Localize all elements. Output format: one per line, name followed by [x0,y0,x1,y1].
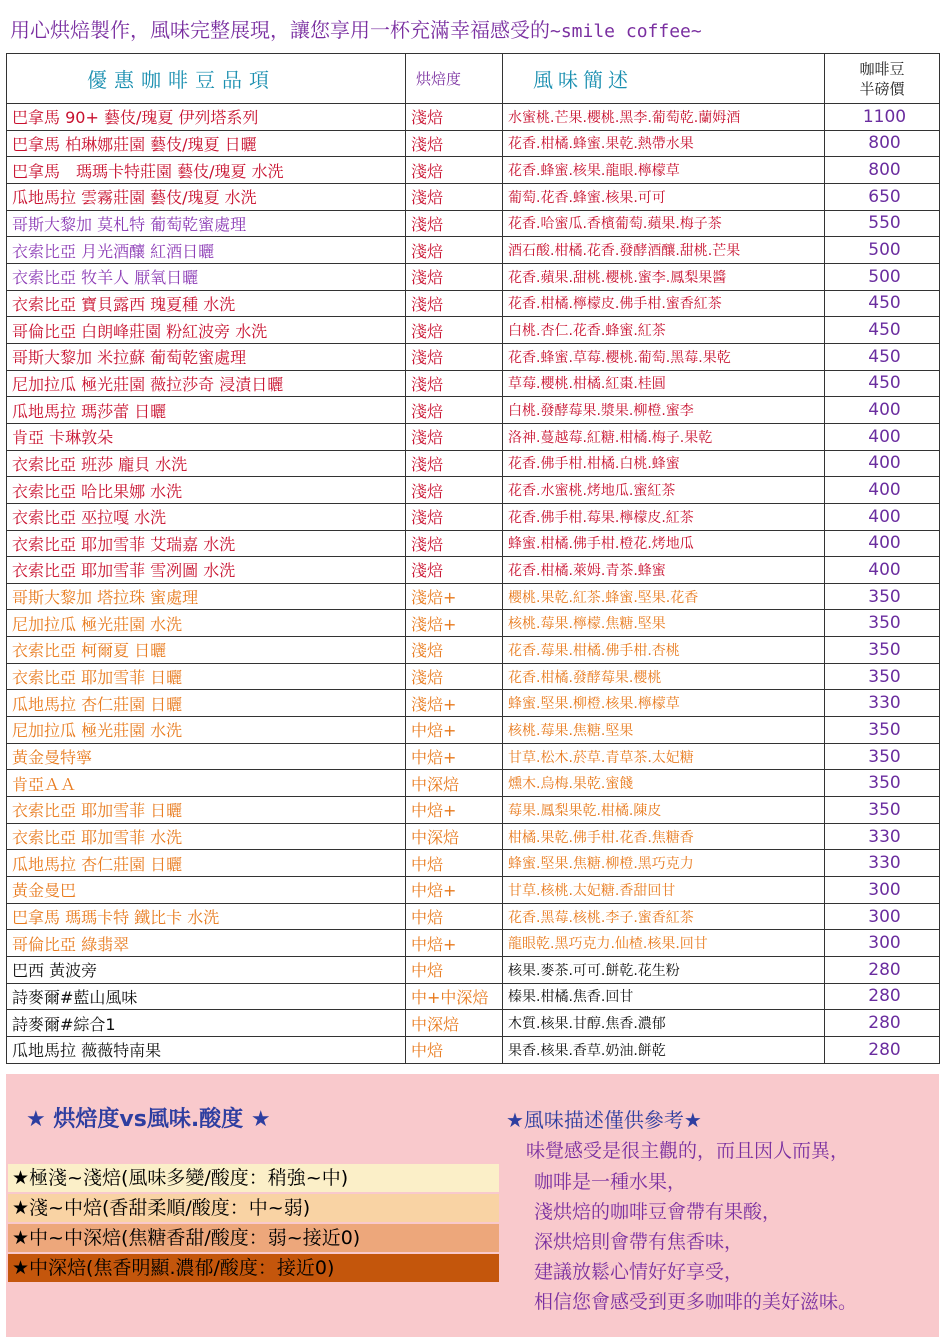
cell-roast: 中焙+ [406,877,503,904]
note-line: 建議放鬆心情好好享受， [534,1261,744,1283]
cell-price: 400 [825,557,940,584]
cell-roast: 淺焙 [406,557,503,584]
cell-price: 330 [825,850,940,877]
header-price [825,54,940,104]
table-row [7,130,940,157]
cell-flavor: 燻木.烏梅.果乾.蜜餞 [503,770,825,797]
cell-price: 350 [825,717,940,744]
cell-price: 1100 [825,104,940,131]
cell-price: 400 [825,503,940,530]
table-row [7,903,940,930]
cell-name: 巴拿馬 柏琳娜莊園 藝伎/瑰夏 日曬 [7,130,406,157]
table-row [7,610,940,637]
table-row [7,823,940,850]
cell-name: 尼加拉瓜 極光莊園 水洗 [7,610,406,637]
cell-flavor: 花香.佛手柑.柑橘.白桃.蜂蜜 [503,450,825,477]
cell-roast: 淺焙 [406,450,503,477]
header-roast: 烘焙度 [406,54,503,104]
cell-flavor: 花香.柑橘.檸檬皮.佛手柑.蜜香紅茶 [503,290,825,317]
table-row [7,370,940,397]
table-row [7,477,940,504]
cell-price: 500 [825,263,940,290]
cell-name: 衣索比亞 哈比果娜 水洗 [7,477,406,504]
cell-flavor: 洛神.蔓越莓.紅糖.柑橘.梅子.果乾 [503,423,825,450]
cell-roast: 淺焙+ [406,610,503,637]
headline-brand: ~smile coffee~ [550,21,702,42]
table-row [7,423,940,450]
cell-flavor: 水蜜桃.芒果.櫻桃.黑李.葡萄乾.蘭姆酒 [503,104,825,131]
cell-roast: 淺焙 [406,343,503,370]
table-row [7,877,940,904]
cell-roast: 中焙 [406,903,503,930]
page-headline [10,10,935,50]
cell-name: 衣索比亞 耶加雪菲 艾瑞嘉 水洗 [7,530,406,557]
header-flavor: 風味簡述 [503,54,825,104]
cell-roast: 中焙 [406,850,503,877]
cell-flavor: 花香.水蜜桃.烤地瓜.蜜紅茶 [503,477,825,504]
cell-name: 肯亞 卡琳敦朵 [7,423,406,450]
table-row [7,290,940,317]
cell-name: 尼加拉瓜 極光莊園 薇拉莎奇 浸漬日曬 [7,370,406,397]
cell-flavor: 葡萄.花香.蜂蜜.核果.可可 [503,183,825,210]
table-row [7,237,940,264]
cell-name: 哥斯大黎加 塔拉珠 蜜處理 [7,583,406,610]
table-row [7,1036,940,1063]
cell-price: 280 [825,983,940,1010]
cell-price: 450 [825,370,940,397]
cell-price: 330 [825,823,940,850]
legend-row-light: ★極淺~淺焙(風味多變/酸度：稍強~中) [8,1164,499,1192]
cell-price: 400 [825,450,940,477]
cell-name: 衣索比亞 耶加雪菲 日曬 [7,797,406,824]
cell-price: 330 [825,690,940,717]
table-row [7,957,940,984]
cell-roast: 中焙 [406,1036,503,1063]
note-line: 深烘焙則會帶有焦香味， [534,1231,744,1253]
cell-name: 黃金曼特寧 [7,743,406,770]
table-row [7,557,940,584]
cell-name: 巴拿馬 瑪瑪卡特 鐵比卡 水洗 [7,903,406,930]
table-row [7,690,940,717]
cell-flavor: 花香.哈蜜瓜.香檳葡萄.蘋果.梅子茶 [503,210,825,237]
cell-price: 500 [825,237,940,264]
cell-name: 衣索比亞 耶加雪菲 雪冽圖 水洗 [7,557,406,584]
cell-flavor: 花香.蜂蜜.草莓.櫻桃.葡萄.黑莓.果乾 [503,343,825,370]
cell-roast: 淺焙 [406,210,503,237]
cell-flavor: 蜂蜜.堅果.焦糖.柳橙.黑巧克力 [503,850,825,877]
coffee-price-table [6,53,940,1064]
cell-price: 350 [825,770,940,797]
cell-flavor: 甘草.松木.菸草.青草茶.太妃糖 [503,743,825,770]
cell-price: 300 [825,877,940,904]
table-row [7,157,940,184]
note-line: 咖啡是一種水果， [534,1171,687,1193]
cell-price: 450 [825,343,940,370]
cell-flavor: 龍眼乾.黑巧克力.仙楂.核果.回甘 [503,930,825,957]
cell-flavor: 花香.莓果.柑橘.佛手柑.杏桃 [503,637,825,664]
table-header-row [7,54,940,104]
cell-flavor: 花香.蘋果.甜桃.櫻桃.蜜李.鳳梨果醬 [503,263,825,290]
cell-roast: 中焙 [406,957,503,984]
cell-name: 瓜地馬拉 杏仁莊園 日曬 [7,690,406,717]
cell-name: 尼加拉瓜 極光莊園 水洗 [7,717,406,744]
cell-name: 哥斯大黎加 米拉蘇 葡萄乾蜜處理 [7,343,406,370]
table-body [7,104,940,1064]
cell-name: 瓜地馬拉 瑪莎蕾 日曬 [7,397,406,424]
cell-flavor: 花香.佛手柑.莓果.檸檬皮.紅茶 [503,503,825,530]
note-line: 淺烘焙的咖啡豆會帶有果酸， [534,1201,782,1223]
cell-flavor: 核桃.莓果.檸檬.焦糖.堅果 [503,610,825,637]
cell-flavor: 花香.柑橘.萊姆.青茶.蜂蜜 [503,557,825,584]
cell-roast: 淺焙 [406,263,503,290]
cell-name: 衣索比亞 班莎 龐貝 水洗 [7,450,406,477]
cell-flavor: 櫻桃.果乾.紅茶.蜂蜜.堅果.花香 [503,583,825,610]
table-row [7,983,940,1010]
table-row [7,797,940,824]
cell-roast: 淺焙 [406,503,503,530]
table-row [7,743,940,770]
cell-name: 巴拿馬 90+ 藝伎/瑰夏 伊列塔系列 [7,104,406,131]
cell-roast: 淺焙 [406,237,503,264]
cell-roast: 淺焙 [406,104,503,131]
cell-flavor: 草莓.櫻桃.柑橘.紅棗.桂圓 [503,370,825,397]
cell-flavor: 白桃.發酵莓果.漿果.柳橙.蜜李 [503,397,825,424]
cell-roast: 中深焙 [406,770,503,797]
cell-flavor: 白桃.杏仁.花香.蜂蜜.紅茶 [503,317,825,344]
cell-flavor: 核果.麥茶.可可.餅乾.花生粉 [503,957,825,984]
cell-roast: 淺焙 [406,397,503,424]
table-row [7,397,940,424]
cell-price: 450 [825,317,940,344]
cell-flavor: 蜂蜜.柑橘.佛手柑.橙花.烤地瓜 [503,530,825,557]
cell-roast: 淺焙 [406,530,503,557]
cell-name: 衣索比亞 牧羊人 厭氧日曬 [7,263,406,290]
table-row [7,850,940,877]
cell-price: 800 [825,157,940,184]
table-row [7,930,940,957]
cell-name: 黃金曼巴 [7,877,406,904]
cell-name: 衣索比亞 月光酒釀 紅酒日曬 [7,237,406,264]
cell-flavor: 花香.柑橘.發酵莓果.櫻桃 [503,663,825,690]
header-name: 優惠咖啡豆品項 [7,54,406,104]
cell-roast: 中焙+ [406,717,503,744]
table-row [7,1010,940,1037]
table-row [7,450,940,477]
cell-name: 巴西 黃波旁 [7,957,406,984]
cell-flavor: 蜂蜜.堅果.柳橙.核果.檸檬草 [503,690,825,717]
table-row [7,583,940,610]
table-row [7,210,940,237]
cell-price: 350 [825,637,940,664]
cell-name: 衣索比亞 巫拉嘎 水洗 [7,503,406,530]
cell-roast: 淺焙 [406,637,503,664]
cell-price: 350 [825,610,940,637]
cell-roast: 中深焙 [406,823,503,850]
table-row [7,343,940,370]
cell-price: 300 [825,903,940,930]
cell-roast: 中深焙 [406,1010,503,1037]
note-line: 相信您會感受到更多咖啡的美好滋味。 [534,1291,858,1313]
cell-flavor: 果香.核果.香草.奶油.餅乾 [503,1036,825,1063]
cell-roast: 中+中深焙 [406,983,503,1010]
cell-flavor: 酒石酸.柑橘.花香.發酵酒釀.甜桃.芒果 [503,237,825,264]
cell-name: 衣索比亞 耶加雪菲 日曬 [7,663,406,690]
cell-flavor: 莓果.鳳梨果乾.柑橘.陳皮 [503,797,825,824]
note-title: ★風味描述僅供參考★ [506,1108,702,1132]
cell-roast: 淺焙 [406,370,503,397]
cell-roast: 淺焙 [406,477,503,504]
cell-price: 300 [825,930,940,957]
cell-roast: 淺焙 [406,423,503,450]
cell-price: 280 [825,957,940,984]
cell-roast: 淺焙+ [406,690,503,717]
legend-row-medium-dark: ★中~中深焙(焦糖香甜/酸度：弱~接近0) [8,1224,499,1252]
cell-flavor: 花香.黑莓.核桃.李子.蜜香紅茶 [503,903,825,930]
cell-price: 400 [825,397,940,424]
cell-price: 450 [825,290,940,317]
cell-flavor: 核桃.莓果.焦糖.堅果 [503,717,825,744]
table-row [7,503,940,530]
cell-price: 800 [825,130,940,157]
cell-flavor: 木質.核果.甘醇.焦香.濃郁 [503,1010,825,1037]
cell-roast: 中焙+ [406,930,503,957]
cell-name: 巴拿馬 瑪瑪卡特莊園 藝伎/瑰夏 水洗 [7,157,406,184]
cell-name: 詩麥爾#藍山風味 [7,983,406,1010]
cell-name: 衣索比亞 柯爾夏 日曬 [7,637,406,664]
cell-price: 400 [825,477,940,504]
cell-price: 550 [825,210,940,237]
cell-roast: 淺焙 [406,290,503,317]
headline-text: 用心烘焙製作，風味完整展現，讓您享用一杯充滿幸福感受的 [10,18,550,42]
table-row [7,530,940,557]
cell-flavor: 甘草.核桃.太妃糖.香甜回甘 [503,877,825,904]
table-row [7,663,940,690]
table-row [7,717,940,744]
table-row [7,263,940,290]
cell-name: 衣索比亞 寶貝露西 瑰夏種 水洗 [7,290,406,317]
cell-roast: 中焙+ [406,743,503,770]
cell-price: 400 [825,423,940,450]
cell-roast: 淺焙 [406,183,503,210]
cell-name: 衣索比亞 耶加雪菲 水洗 [7,823,406,850]
cell-price: 350 [825,583,940,610]
cell-name: 哥倫比亞 綠翡翠 [7,930,406,957]
cell-name: 肯亞ＡＡ [7,770,406,797]
cell-price: 400 [825,530,940,557]
cell-roast: 淺焙 [406,663,503,690]
note-line: 味覺感受是很主觀的，而且因人而異， [526,1140,850,1162]
table-row [7,637,940,664]
cell-roast: 淺焙+ [406,583,503,610]
cell-roast: 淺焙 [406,130,503,157]
cell-price: 350 [825,663,940,690]
table-row [7,104,940,131]
table-row [7,770,940,797]
cell-flavor: 花香.柑橘.蜂蜜.果乾.熱帶水果 [503,130,825,157]
cell-name: 瓜地馬拉 薇薇特南果 [7,1036,406,1063]
cell-flavor: 榛果.柑橘.焦香.回甘 [503,983,825,1010]
cell-name: 瓜地馬拉 杏仁莊園 日曬 [7,850,406,877]
cell-price: 280 [825,1036,940,1063]
cell-flavor: 柑橘.果乾.佛手柑.花香.焦糖香 [503,823,825,850]
legend-row-dark: ★中深焙(焦香明顯.濃郁/酸度：接近0) [8,1254,499,1282]
cell-price: 650 [825,183,940,210]
cell-name: 詩麥爾#綜合1 [7,1010,406,1037]
footer-panel [6,1074,939,1337]
cell-roast: 中焙+ [406,797,503,824]
legend-row-light-medium: ★淺~中焙(香甜柔順/酸度：中~弱) [8,1194,499,1222]
table-row [7,183,940,210]
cell-name: 哥倫比亞 白朗峰莊園 粉紅波旁 水洗 [7,317,406,344]
header-price-line2: 半磅價 [859,79,905,98]
cell-flavor: 花香.蜂蜜.核果.龍眼.檸檬草 [503,157,825,184]
legend-title: ★ 烘焙度vs風味.酸度 ★ [26,1107,271,1132]
cell-name: 哥斯大黎加 莫札特 葡萄乾蜜處理 [7,210,406,237]
cell-price: 350 [825,797,940,824]
cell-price: 350 [825,743,940,770]
cell-roast: 淺焙 [406,317,503,344]
cell-name: 瓜地馬拉 雲霧莊園 藝伎/瑰夏 水洗 [7,183,406,210]
table-row [7,317,940,344]
cell-roast: 淺焙 [406,157,503,184]
header-price-line1: 咖啡豆 [859,59,905,78]
cell-price: 280 [825,1010,940,1037]
